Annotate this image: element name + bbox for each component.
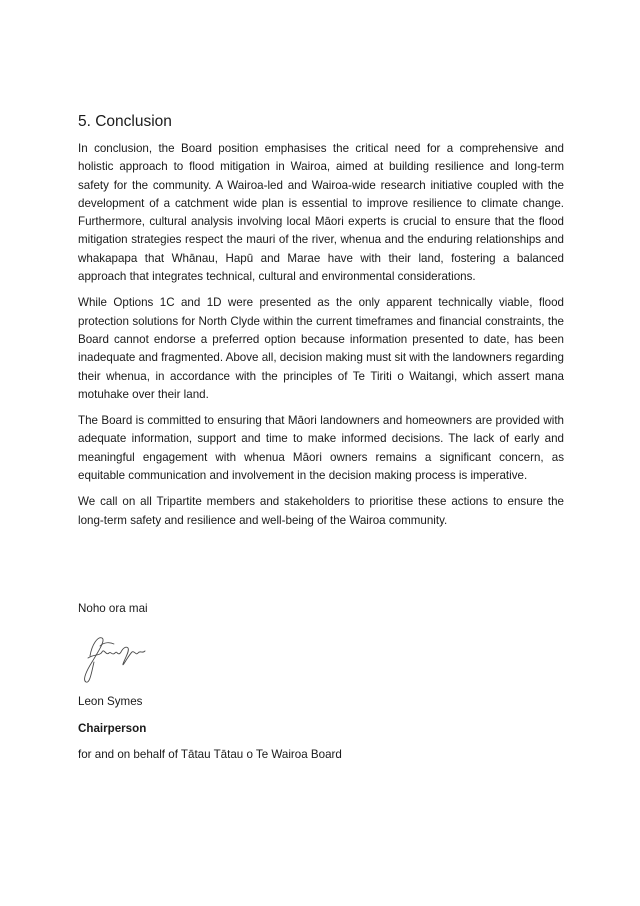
paragraph-2: While Options 1C and 1D were presented as the only apparent technically viable, flood protection solutions for North Clyde within the current timeframes and financial constraints, the Board cannot endorse a preferred option because information presented to date, has been inadequate and fragmented. Above all, decision making must sit with the landowners regarding their whenua, in accordance with the principles of Te Tiriti o Waitangi, which assert mana motuhake over their land. xyxy=(78,296,564,401)
signatory-role: Chairperson xyxy=(78,722,147,735)
paragraph-3: The Board is committed to ensuring that Māori landowners and homeowners are provided with adequate information, support and time to make informed decisions. The lack of early and meaningful engagement with whenua Māori owners remains a significant concern, as equitable communication and involvement in the decision making process is imperative. xyxy=(78,414,564,483)
signatory-name: Leon Symes xyxy=(78,695,143,708)
signoff-greeting: Noho ora mai xyxy=(78,602,148,615)
conclusion-section xyxy=(78,112,564,538)
section-heading: 5. Conclusion xyxy=(78,113,172,130)
signatory-behalf: for and on behalf of Tātau Tātau o Te Wairoa Board xyxy=(78,748,342,761)
paragraph-4: We call on all Tripartite members and stakeholders to prioritise these actions to ensure the long-term safety and resilience and well-being of the Wairoa community. xyxy=(78,495,564,527)
paragraph-1: In conclusion, the Board position emphasises the critical need for a comprehensive and holistic approach to flood mitigation in Wairoa, aimed at building resilience and long-term safety for the community. A Wairoa-led and Wairoa-wide research initiative coupled with the development of a catchment wide plan is essential to improve resilience to climate change. Furthermore, cultural analysis involving local Māori experts is crucial to ensure that the flood mitigation strategies respect the mauri of the river, whenua and the enduring relationships and whakapapa that Whānau, Hapū and Marae have with their land, fostering a balanced approach that integrates technical, cultural and environmental considerations. xyxy=(78,142,564,284)
handwritten-signature xyxy=(76,626,156,684)
